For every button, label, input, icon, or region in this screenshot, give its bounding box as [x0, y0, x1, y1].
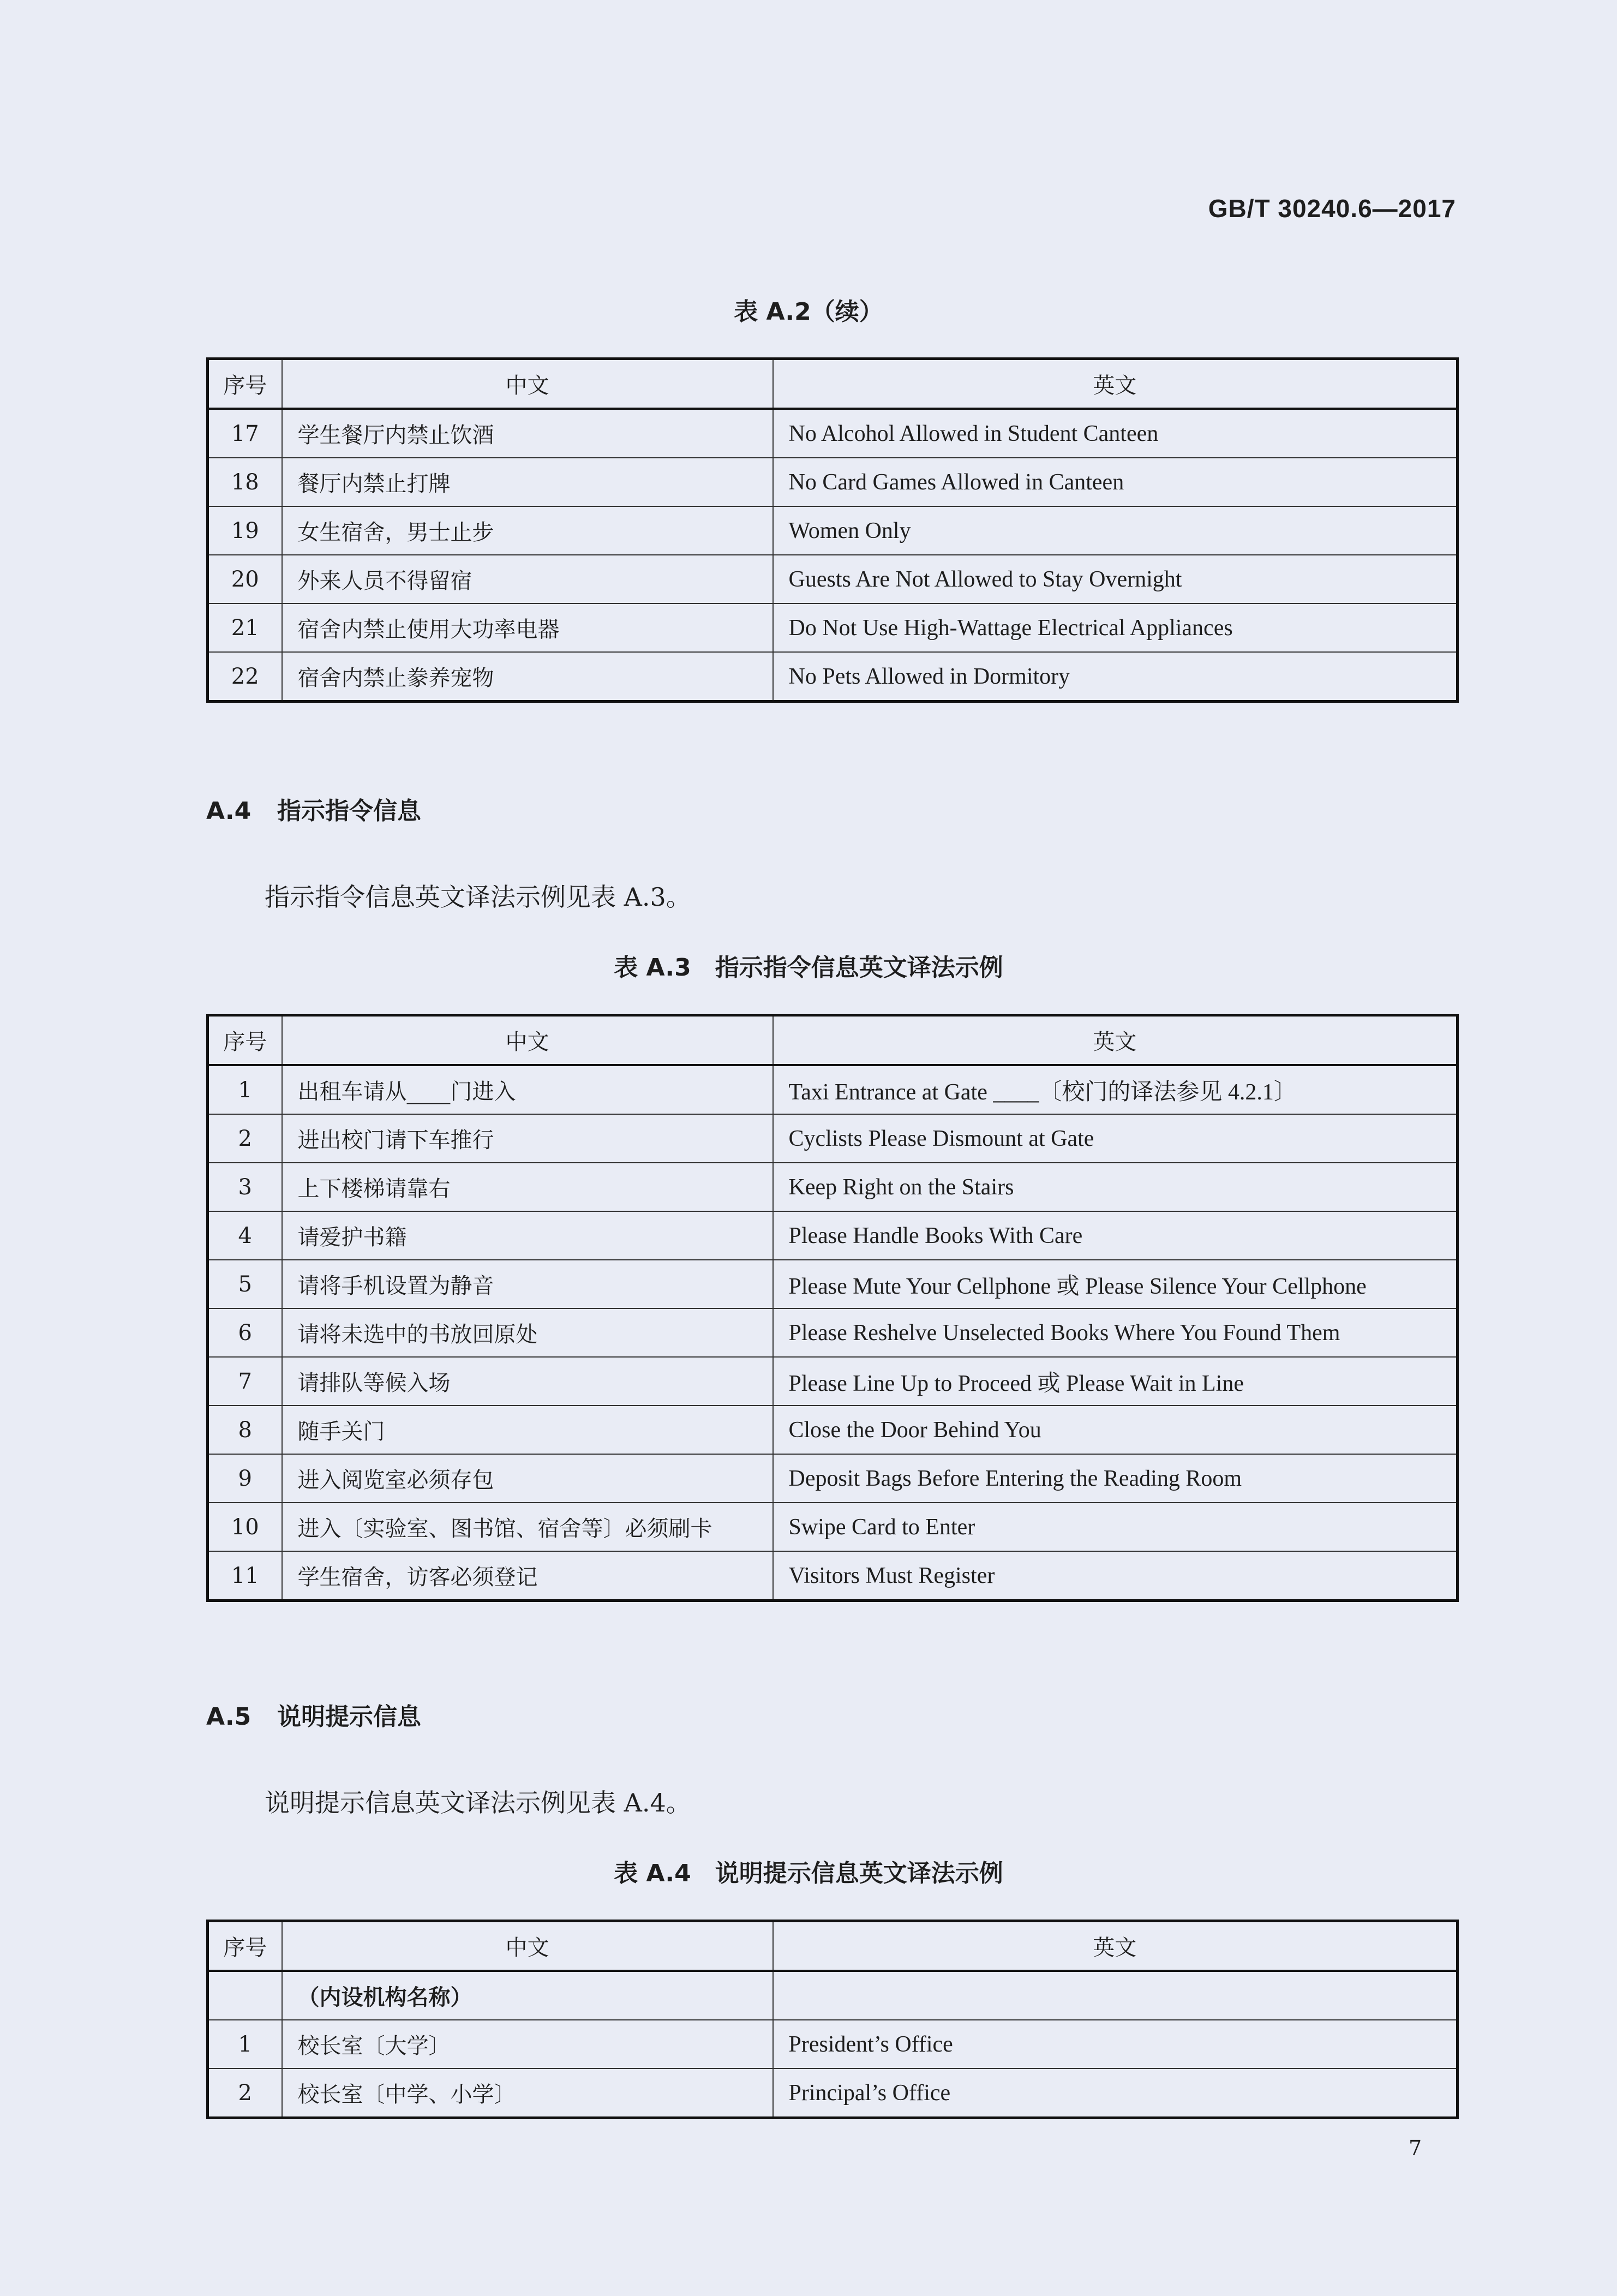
row-number: 5	[208, 1260, 282, 1308]
english-text: No Card Games Allowed in Canteen	[773, 458, 1458, 506]
table-a2-caption: 表 A.2（续）	[734, 298, 883, 326]
group-cell-no	[208, 1971, 282, 2020]
chinese-text: 请将手机设置为静音	[282, 1260, 773, 1308]
english-text: Please Mute Your Cellphone 或 Please Silence Your Cellphone	[773, 1260, 1458, 1308]
section-a5-title: 说明提示信息	[277, 1703, 421, 1731]
table-header-row	[208, 1921, 1458, 1971]
table-row	[208, 409, 1458, 458]
chinese-text: 外来人员不得留宿	[282, 555, 773, 603]
row-number: 8	[208, 1406, 282, 1454]
row-number: 4	[208, 1211, 282, 1260]
english-text: Please Handle Books With Care	[773, 1211, 1458, 1260]
table-row	[208, 2068, 1458, 2118]
table-row	[208, 1211, 1458, 1260]
table-row	[208, 1065, 1458, 1114]
column-header-no: 序号	[208, 1015, 282, 1066]
column-header-no: 序号	[208, 359, 282, 409]
row-number: 10	[208, 1503, 282, 1551]
table-a3-caption: 表 A.3 指示指令信息英文译法示例	[614, 954, 1003, 982]
row-number: 9	[208, 1454, 282, 1503]
chinese-text: 进入〔实验室、图书馆、宿舍等〕必须刷卡	[282, 1503, 773, 1551]
row-number: 3	[208, 1163, 282, 1211]
english-text: Please Line Up to Proceed 或 Please Wait in Line	[773, 1357, 1458, 1406]
chinese-text: 学生餐厅内禁止饮酒	[282, 409, 773, 458]
column-header-zh: 中文	[282, 359, 773, 409]
table-row	[208, 1357, 1458, 1406]
table-row	[208, 652, 1458, 702]
table-row	[208, 1308, 1458, 1357]
english-text: Deposit Bags Before Entering the Reading Room	[773, 1454, 1458, 1503]
row-number: 2	[208, 1114, 282, 1163]
table-row	[208, 1114, 1458, 1163]
english-text: No Pets Allowed in Dormitory	[773, 652, 1458, 702]
chinese-text: 校长室〔中学、小学〕	[282, 2068, 773, 2118]
chinese-text: 请爱护书籍	[282, 1211, 773, 1260]
row-number: 7	[208, 1357, 282, 1406]
english-text: Women Only	[773, 506, 1458, 555]
row-number: 21	[208, 603, 282, 652]
table-row	[208, 1503, 1458, 1551]
chinese-text: 进入阅览室必须存包	[282, 1454, 773, 1503]
table-a4	[206, 1920, 1459, 2119]
table-row	[208, 506, 1458, 555]
section-a4-title: 指示指令信息	[277, 797, 421, 825]
row-number: 6	[208, 1308, 282, 1357]
english-text: Guests Are Not Allowed to Stay Overnight	[773, 555, 1458, 603]
section-a4-number: A.4	[206, 797, 251, 825]
english-text: Taxi Entrance at Gate ____〔校门的译法参见 4.2.1〕	[773, 1065, 1458, 1114]
column-header-en: 英文	[773, 359, 1458, 409]
chinese-text: 宿舍内禁止使用大功率电器	[282, 603, 773, 652]
column-header-en: 英文	[773, 1015, 1458, 1066]
section-a4-heading	[206, 791, 421, 826]
english-text: Do Not Use High-Wattage Electrical Appliances	[773, 603, 1458, 652]
table-row	[208, 1406, 1458, 1454]
column-header-en: 英文	[773, 1921, 1458, 1971]
table-row	[208, 603, 1458, 652]
column-header-zh: 中文	[282, 1921, 773, 1971]
chinese-text: 进出校门请下车推行	[282, 1114, 773, 1163]
column-header-zh: 中文	[282, 1015, 773, 1066]
row-number: 1	[208, 2020, 282, 2068]
english-text: Please Reshelve Unselected Books Where You Found Them	[773, 1308, 1458, 1357]
row-number: 1	[208, 1065, 282, 1114]
chinese-text: 女生宿舍，男士止步	[282, 506, 773, 555]
table-a3	[206, 1014, 1459, 1602]
row-number: 22	[208, 652, 282, 702]
row-number: 11	[208, 1551, 282, 1601]
page-number: 7	[1409, 2136, 1422, 2160]
english-text: Cyclists Please Dismount at Gate	[773, 1114, 1458, 1163]
english-text: President’s Office	[773, 2020, 1458, 2068]
table-row	[208, 1551, 1458, 1601]
table-a4-caption: 表 A.4 说明提示信息英文译法示例	[614, 1859, 1003, 1887]
table-header-row	[208, 1015, 1458, 1066]
row-number: 19	[208, 506, 282, 555]
english-text: Principal’s Office	[773, 2068, 1458, 2118]
english-text: Swipe Card to Enter	[773, 1503, 1458, 1551]
chinese-text: 宿舍内禁止豢养宠物	[282, 652, 773, 702]
table-row	[208, 1260, 1458, 1308]
chinese-text: 餐厅内禁止打牌	[282, 458, 773, 506]
table-row	[208, 555, 1458, 603]
group-cell-en	[773, 1971, 1458, 2020]
table-row	[208, 2020, 1458, 2068]
table-group-row	[208, 1971, 1458, 2020]
row-number: 20	[208, 555, 282, 603]
section-a5-paragraph: 说明提示信息英文译法示例见表 A.4。	[265, 1788, 691, 1817]
section-a5-heading	[206, 1697, 421, 1732]
table-a2	[206, 357, 1459, 703]
table-row	[208, 458, 1458, 506]
chinese-text: 请排队等候入场	[282, 1357, 773, 1406]
column-header-no: 序号	[208, 1921, 282, 1971]
english-text: Keep Right on the Stairs	[773, 1163, 1458, 1211]
chinese-text: 校长室〔大学〕	[282, 2020, 773, 2068]
table-row	[208, 1163, 1458, 1211]
section-a4-paragraph: 指示指令信息英文译法示例见表 A.3。	[265, 882, 691, 912]
group-label: （内设机构名称）	[282, 1971, 773, 2020]
row-number: 2	[208, 2068, 282, 2118]
chinese-text: 学生宿舍，访客必须登记	[282, 1551, 773, 1601]
table-header-row	[208, 359, 1458, 409]
english-text: No Alcohol Allowed in Student Canteen	[773, 409, 1458, 458]
chinese-text: 出租车请从____门进入	[282, 1065, 773, 1114]
row-number: 18	[208, 458, 282, 506]
english-text: Close the Door Behind You	[773, 1406, 1458, 1454]
english-text: Visitors Must Register	[773, 1551, 1458, 1601]
standard-code: GB/T 30240.6—2017	[1208, 194, 1456, 223]
row-number: 17	[208, 409, 282, 458]
chinese-text: 随手关门	[282, 1406, 773, 1454]
chinese-text: 上下楼梯请靠右	[282, 1163, 773, 1211]
section-a5-number: A.5	[206, 1703, 251, 1731]
table-row	[208, 1454, 1458, 1503]
chinese-text: 请将未选中的书放回原处	[282, 1308, 773, 1357]
